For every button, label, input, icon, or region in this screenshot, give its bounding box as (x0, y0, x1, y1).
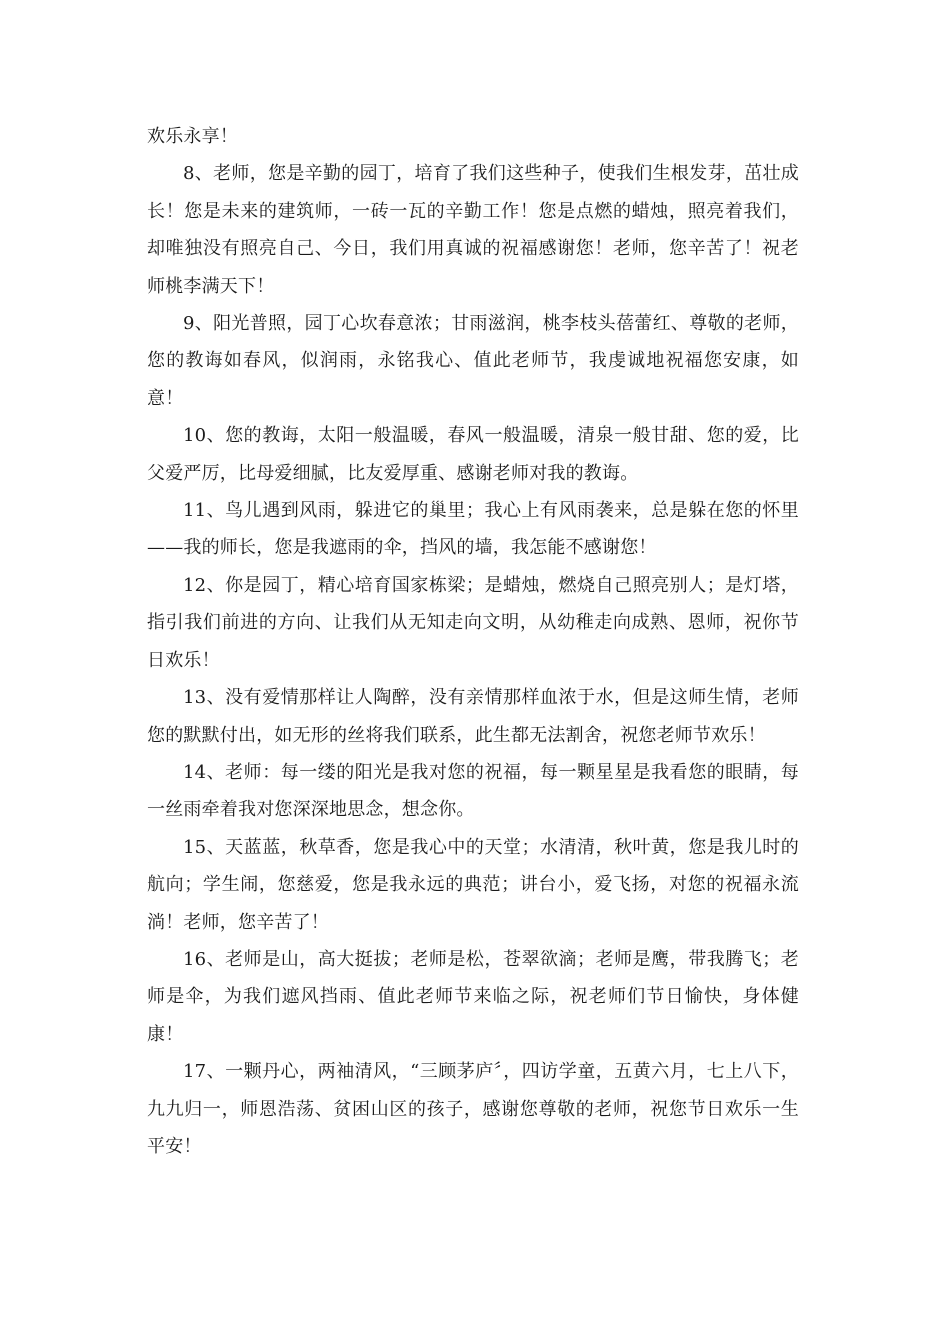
paragraph-9: 9、阳光普照，园丁心坎春意浓；甘雨滋润，桃李枝头蓓蕾红、尊敬的老师，您的教诲如春风，似润雨，永铭我心、值此老师节，我虔诚地祝福您安康，如意！ (147, 313, 799, 409)
paragraph-12: 12、你是园丁，精心培育国家栋梁；是蜡烛，燃烧自己照亮别人；是灯塔，指引我们前进的方向、让我们从无知走向文明，从幼稚走向成熟、恩师，祝你节日欢乐！ (147, 574, 799, 671)
paragraph-10: 10、您的教诲，太阳一般温暖，春风一般温暖，清泉一般甘甜、您的爱，比父爱严厉，比母爱细腻，比友爱厚重、感谢老师对我的教诲。 (147, 425, 799, 484)
paragraph-13: 13、没有爱情那样让人陶醉，没有亲情那样血浓于水，但是这师生情，老师您的默默付出，如无形的丝将我们联系，此生都无法割舍，祝您老师节欢乐！ (147, 687, 799, 746)
paragraph-15: 15、天蓝蓝，秋草香，您是我心中的天堂；水清清，秋叶黄，您是我儿时的航向；学生闹，您慈爱，您是我永远的典范；讲台小，爱飞扬，对您的祝福永流淌！老师，您辛苦了！ (147, 836, 799, 933)
paragraph-14: 14、老师：每一缕的阳光是我对您的祝福，每一颗星星是我看您的眼睛，每一丝雨牵着我对您深深地思念，想念你。 (147, 761, 799, 821)
document-body (147, 118, 799, 1165)
paragraph-8: 8、老师，您是辛勤的园丁，培育了我们这些种子，使我们生根发芽，茁壮成长！您是未来的建筑师，一砖一瓦的辛勤工作！您是点燃的蜡烛，照亮着我们，却唯独没有照亮自己、今日，我们用真诚的祝福感谢您！老师，您辛苦了！祝老师桃李满天下！ (147, 163, 799, 297)
paragraph-11: 11、鸟儿遇到风雨，躲进它的巢里；我心上有风雨袭来，总是躲在您的怀里——我的师长，您是我遮雨的伞，挡风的墙，我怎能不感谢您！ (147, 500, 799, 559)
paragraph-17: 17、一颗丹心，两袖清风，“三顾茅庐〞，四访学童，五黄六月，七上八下，九九归一，师恩浩荡、贫困山区的孩子，感谢您尊敬的老师，祝您节日欢乐一生平安！ (147, 1061, 799, 1157)
paragraph-continuation: 欢乐永享！ (147, 126, 238, 147)
paragraph-16: 16、老师是山，高大挺拔；老师是松，苍翠欲滴；老师是鹰，带我腾飞；老师是伞，为我们遮风挡雨、值此老师节来临之际，祝老师们节日愉快，身体健康！ (147, 948, 799, 1045)
